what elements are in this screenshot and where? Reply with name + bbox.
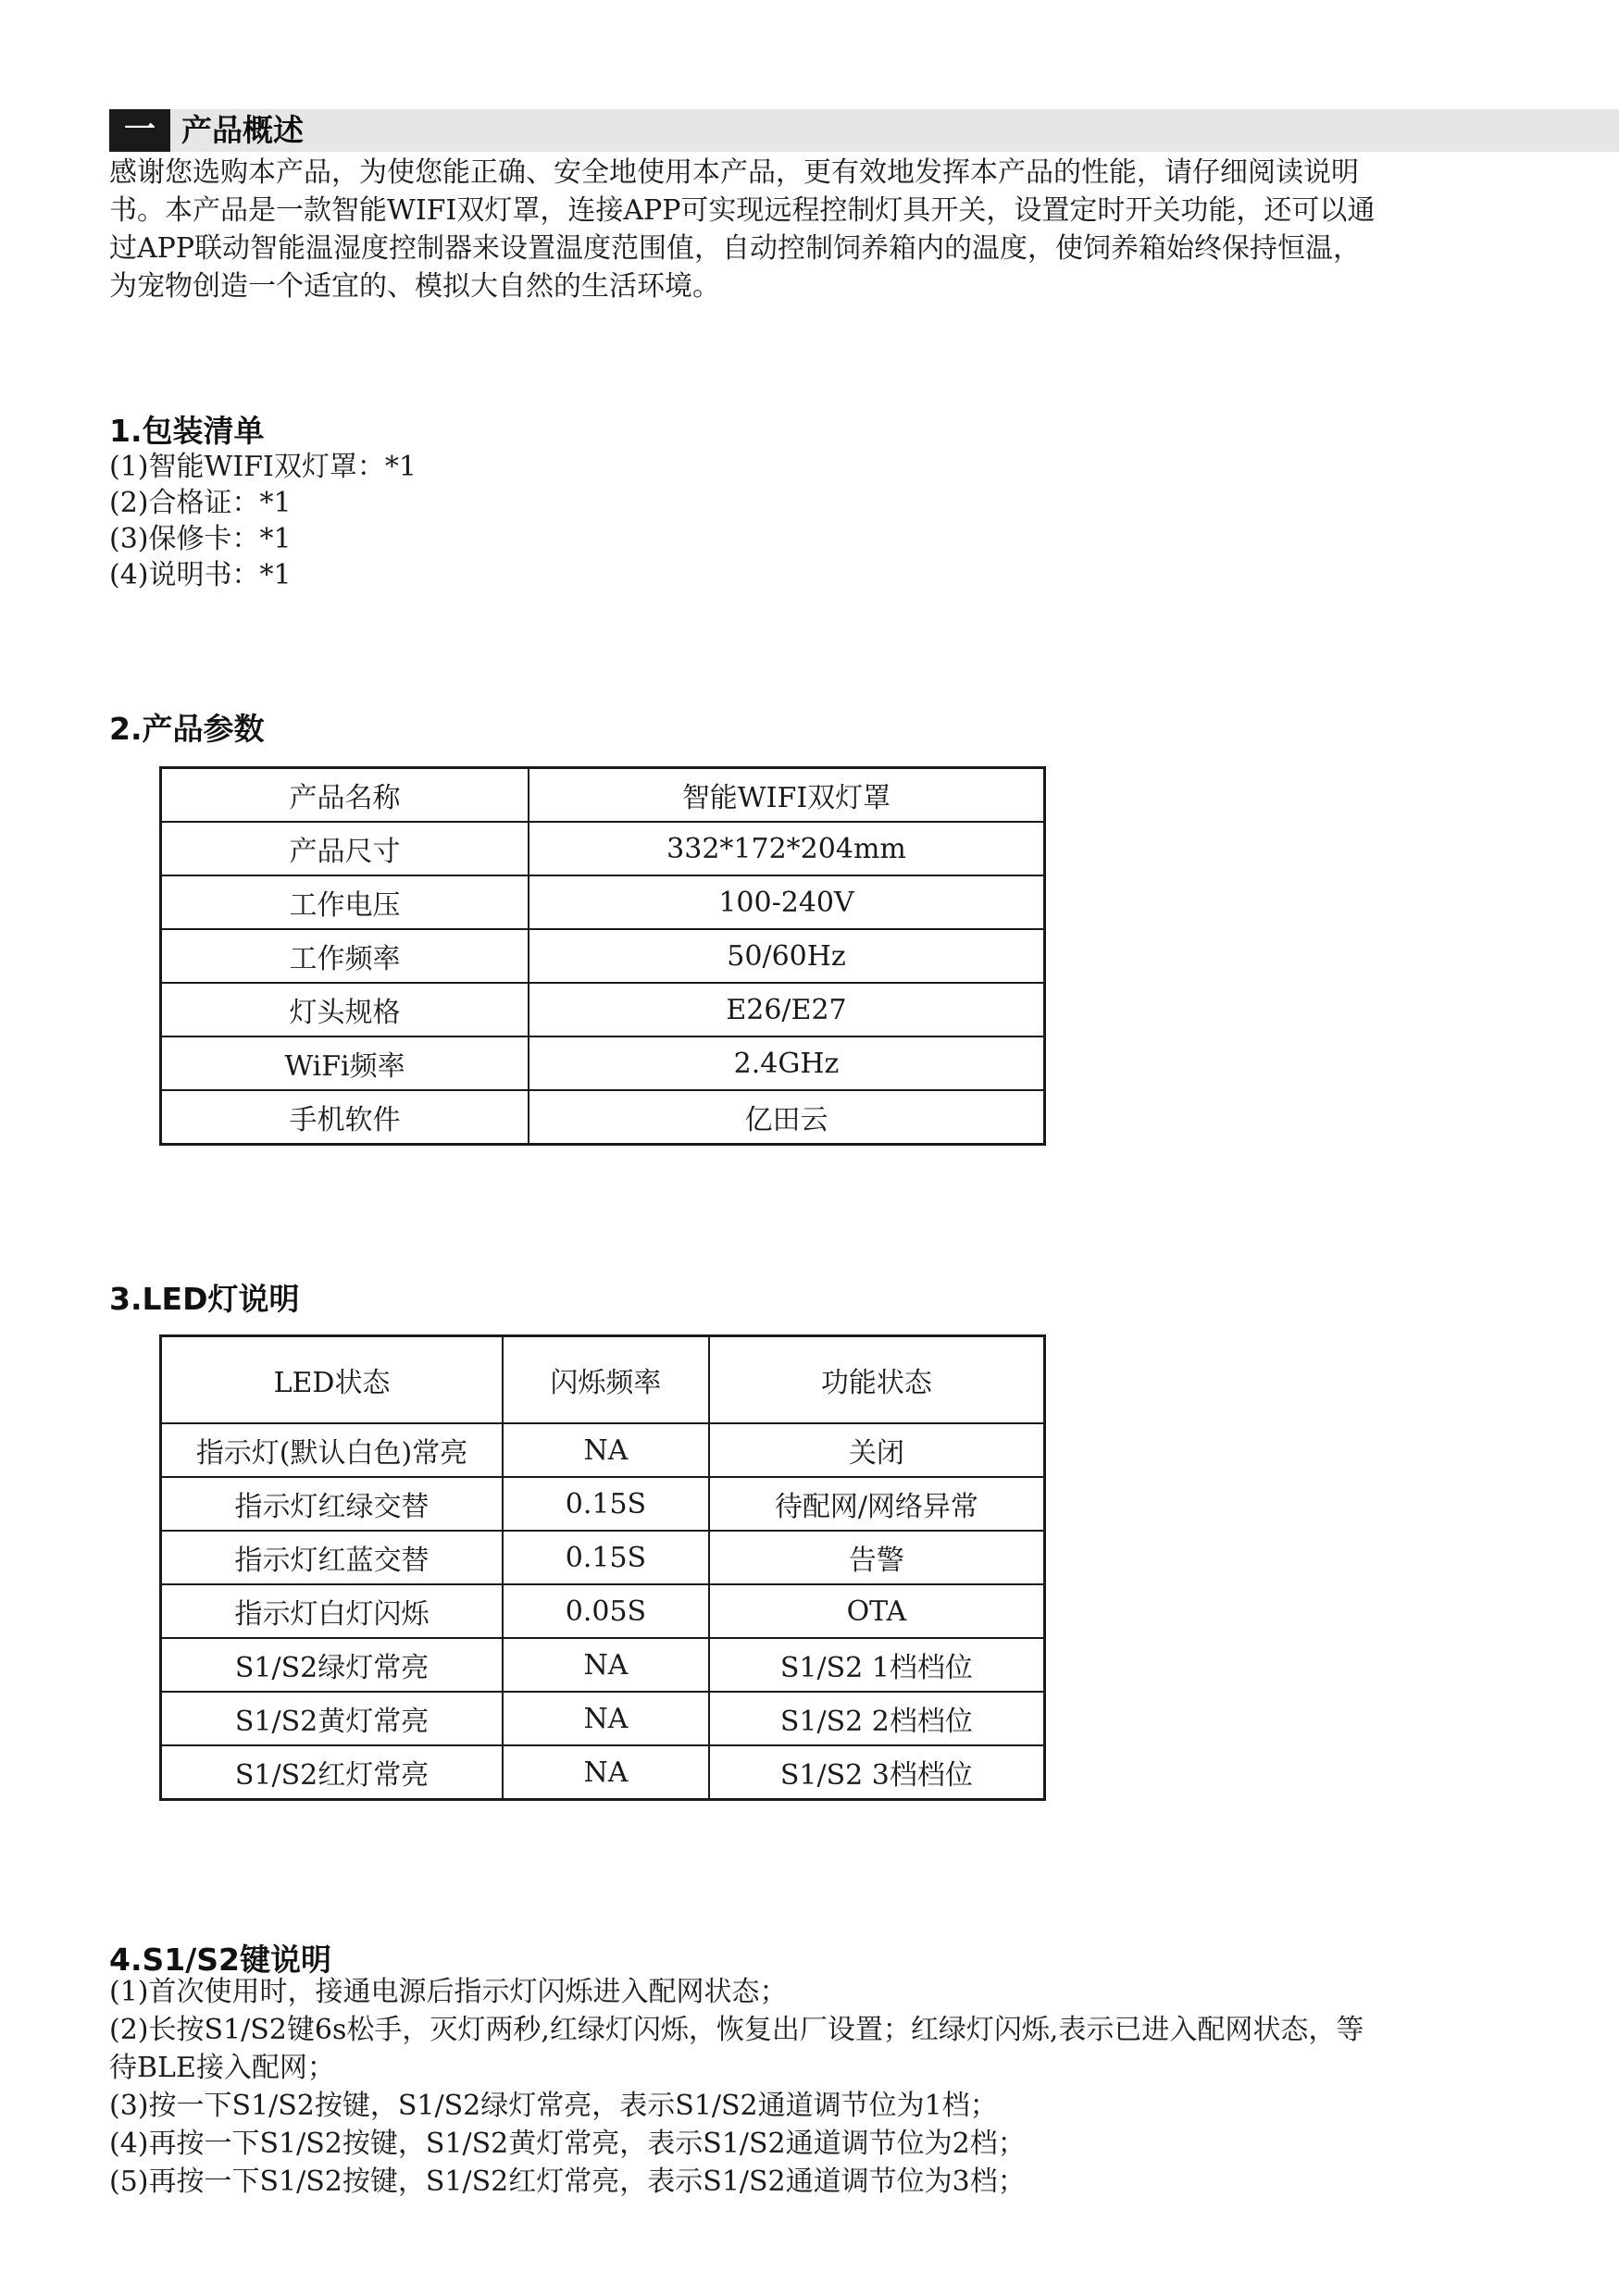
packing-item: (3)保修卡：*1 [109,523,292,555]
param-value: E26/E27 [529,983,1045,1036]
param-value: 100-240V [529,875,1045,929]
param-value: 亿田云 [529,1090,1045,1145]
packing-heading: 1.包装清单 [109,413,265,449]
params-heading: 2.产品参数 [109,711,265,747]
led-state: 指示灯(默认白色)常亮 [161,1423,504,1477]
params-table [159,766,1046,1146]
intro-paragraph [109,154,1507,305]
packing-item: (4)说明书：*1 [109,559,292,591]
led-function: 告警 [709,1531,1045,1584]
param-value: 智能WIFI双灯罩 [529,768,1045,823]
param-value: 50/60Hz [529,929,1045,983]
led-function: OTA [709,1584,1045,1638]
param-value: 2.4GHz [529,1036,1045,1090]
param-key: 工作频率 [161,929,529,983]
led-frequency: 0.15S [503,1531,709,1584]
column-header: 闪烁频率 [503,1336,709,1424]
led-table [159,1334,1046,1801]
packing-item: (2)合格证：*1 [109,487,292,519]
section-title: 产品概述 [181,112,304,148]
led-state: S1/S2绿灯常亮 [161,1638,504,1692]
led-frequency: 0.15S [503,1477,709,1531]
table-row [161,875,1045,929]
section-number: 一 [109,109,170,152]
led-state: 指示灯白灯闪烁 [161,1584,504,1638]
keys-paragraph [109,1973,1507,2201]
table-row [161,1477,1045,1531]
led-state: S1/S2红灯常亮 [161,1745,504,1800]
packing-item: (1)智能WIFI双灯罩：*1 [109,451,417,483]
led-function: S1/S2 1档档位 [709,1638,1045,1692]
led-frequency: 0.05S [503,1584,709,1638]
led-function: 待配网/网络异常 [709,1477,1045,1531]
keys-line: (1)首次使用时，接通电源后指示灯闪烁进入配网状态； [109,1976,788,2008]
led-heading: 3.LED灯说明 [109,1281,300,1317]
column-header: LED状态 [161,1336,504,1424]
param-value: 332*172*204mm [529,822,1045,875]
column-header: 功能状态 [709,1336,1045,1424]
keys-line: (5)再按一下S1/S2按键，S1/S2红灯常亮，表示S1/S2通道调节位为3档； [109,2166,1026,2198]
keys-line: (3)按一下S1/S2按键，S1/S2绿灯常亮，表示S1/S2通道调节位为1档； [109,2090,998,2122]
table-row [161,1531,1045,1584]
intro-line: 感谢您选购本产品，为使您能正确、安全地使用本产品，更有效地发挥本产品的性能，请仔细阅读说明 [109,156,1359,189]
keys-heading: 4.S1/S2键说明 [109,1942,332,1978]
table-row [161,983,1045,1036]
table-header-row [161,1336,1045,1424]
table-row [161,929,1045,983]
led-state: 指示灯红绿交替 [161,1477,504,1531]
led-frequency: NA [503,1745,709,1800]
table-row [161,1745,1045,1800]
param-key: 手机软件 [161,1090,529,1145]
intro-line: 过APP联动智能温湿度控制器来设置温度范围值，自动控制饲养箱内的温度，使饲养箱始终保持恒温， [109,232,1362,265]
table-row [161,1692,1045,1745]
intro-line: 为宠物创造一个适宜的、模拟大自然的生活环境。 [109,270,720,303]
table-row [161,822,1045,875]
packing-list [109,449,417,593]
param-key: 产品名称 [161,768,529,823]
led-state: 指示灯红蓝交替 [161,1531,504,1584]
keys-line: 待BLE接入配网； [109,2052,335,2084]
intro-line: 书。本产品是一款智能WIFI双灯罩，连接APP可实现远程控制灯具开关，设置定时开关功能，还可以通 [109,194,1376,227]
section-header-bar [109,109,1619,152]
param-key: 灯头规格 [161,983,529,1036]
table-row [161,1584,1045,1638]
table-row [161,1090,1045,1145]
table-row [161,768,1045,823]
led-function: S1/S2 3档档位 [709,1745,1045,1800]
table-row [161,1638,1045,1692]
keys-line: (2)长按S1/S2键6s松手，灭灯两秒,红绿灯闪烁，恢复出厂设置；红绿灯闪烁,表示已进入配网状态，等 [109,2014,1364,2046]
led-frequency: NA [503,1423,709,1477]
keys-line: (4)再按一下S1/S2按键，S1/S2黄灯常亮，表示S1/S2通道调节位为2档； [109,2128,1026,2160]
param-key: 工作电压 [161,875,529,929]
led-state: S1/S2黄灯常亮 [161,1692,504,1745]
table-row [161,1423,1045,1477]
led-frequency: NA [503,1692,709,1745]
led-function: S1/S2 2档档位 [709,1692,1045,1745]
led-function: 关闭 [709,1423,1045,1477]
param-key: 产品尺寸 [161,822,529,875]
param-key: WiFi频率 [161,1036,529,1090]
table-row [161,1036,1045,1090]
led-frequency: NA [503,1638,709,1692]
